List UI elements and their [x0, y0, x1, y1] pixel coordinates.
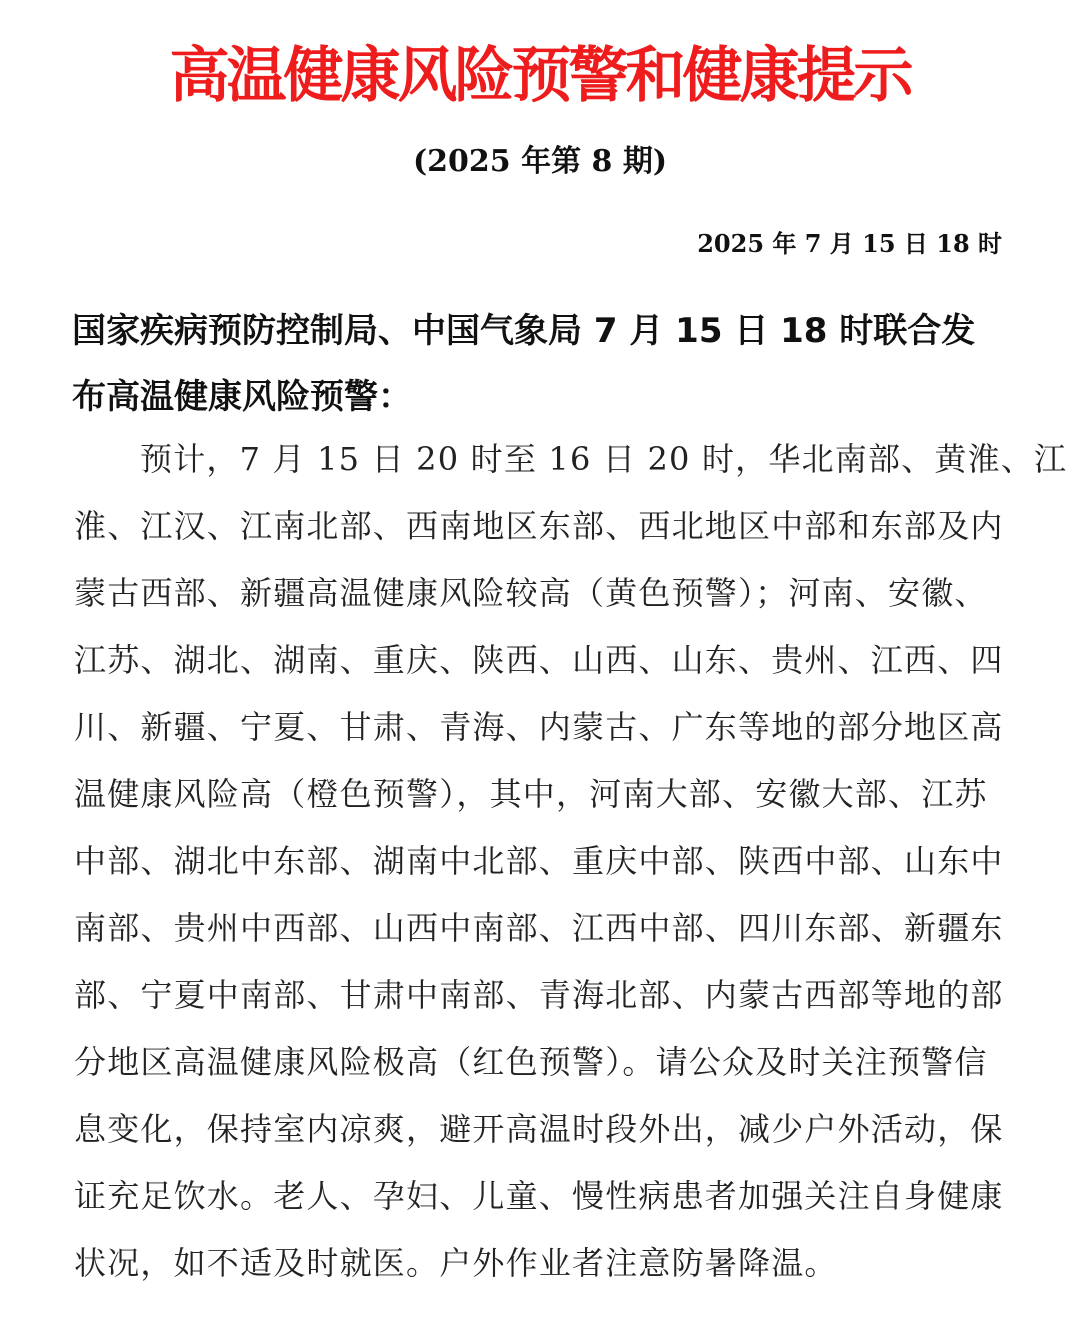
lead-line: 国家疾病预防控制局、中国气象局 7 月 15 日 18 时联合发: [72, 311, 976, 351]
body-line: 状况，如不适及时就医。户外作业者注意防暑降温。: [74, 1244, 838, 1282]
body-line: 证充足饮水。老人、孕妇、儿童、慢性病患者加强关注自身健康: [74, 1177, 1004, 1215]
lead-paragraph: [72, 298, 1032, 430]
body-line: 息变化，保持室内凉爽，避开高温时段外出，减少户外活动，保: [74, 1110, 1004, 1148]
document-title: 高温健康风险预警和健康提示: [169, 41, 911, 111]
publish-date: 2025 年 7 月 15 日 18 时: [697, 229, 1002, 258]
body-line: 淮、江汉、江南北部、西南地区东部、西北地区中部和东部及内: [74, 507, 1004, 545]
lead-line: 布高温健康风险预警：: [72, 377, 412, 417]
body-line: 部、宁夏中南部、甘肃中南部、青海北部、内蒙古西部等地的部: [74, 976, 1004, 1014]
body-line: 蒙古西部、新疆高温健康风险较高（黄色预警）；河南、安徽、: [74, 574, 988, 612]
body-line: 分地区高温健康风险极高（红色预警）。请公众及时关注预警信: [74, 1043, 988, 1081]
body-line: 中部、湖北中东部、湖南中北部、重庆中部、陕西中部、山东中: [74, 842, 1004, 880]
body-line: 川、新疆、宁夏、甘肃、青海、内蒙古、广东等地的部分地区高: [74, 708, 1004, 746]
body-line: 江苏、湖北、湖南、重庆、陕西、山西、山东、贵州、江西、四: [74, 641, 1004, 679]
body-line: 温健康风险高（橙色预警），其中，河南大部、安徽大部、江苏: [74, 775, 988, 813]
body-line: 预计，7 月 15 日 20 时至 16 日 20 时，华北南部、黄淮、江: [140, 440, 1068, 478]
body-paragraph: [74, 426, 1068, 1297]
body-line: 南部、贵州中西部、山西中南部、江西中部、四川东部、新疆东: [74, 909, 1004, 947]
issue-number: (2025 年第 8 期): [412, 144, 668, 179]
